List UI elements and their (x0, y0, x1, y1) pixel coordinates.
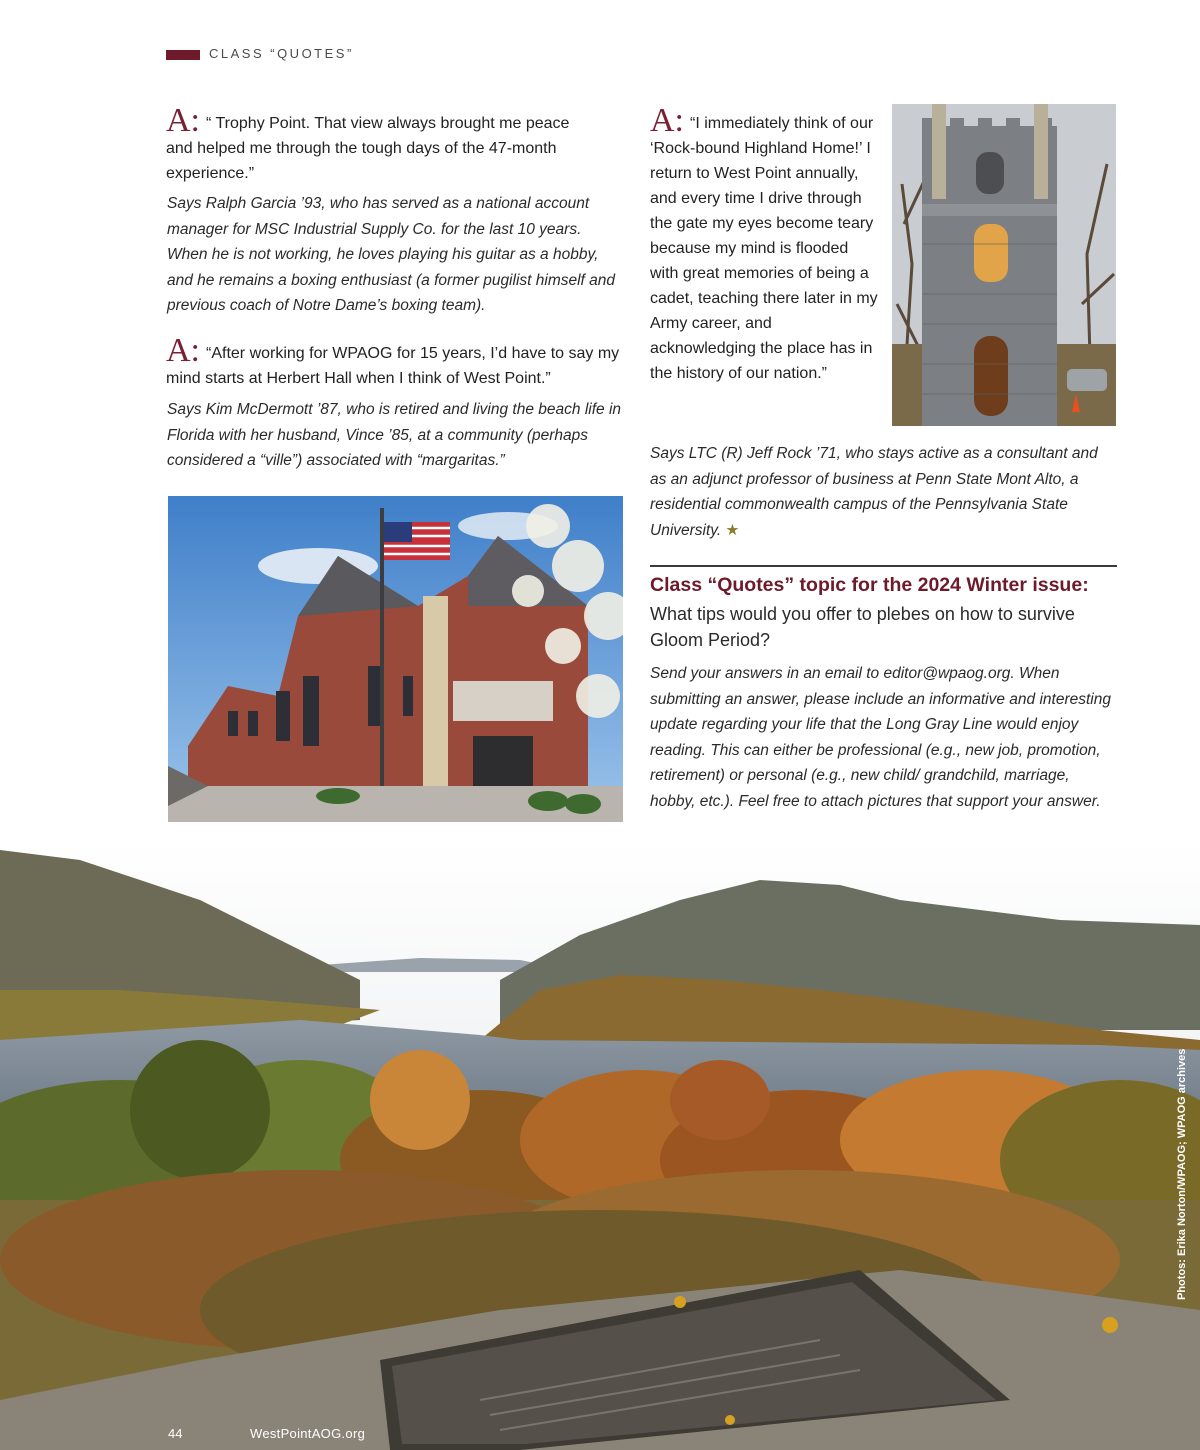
photo-credit: Photos: Erika Norton/WPAOG; WPAOG archives (1176, 1048, 1188, 1300)
quote-2 (166, 332, 621, 391)
quote-3-attribution (650, 441, 1112, 543)
answer-letter: A: (166, 332, 200, 369)
section-color-bar (166, 50, 200, 60)
quote-3-attribution-text: Says LTC (R) Jeff Rock ’71, who stays active as a consultant and as an adjunct professor of business at Penn State Mont Alto, a residential commonwealth campus of the Pennsylvania State University. (650, 445, 1098, 539)
end-star-icon: ★ (725, 521, 740, 539)
quote-2-attribution: Says Kim McDermott ’87, who is retired and living the beach life in Florida with her husband, Vince ’85, at a community (perhaps considered a “ville”) associated with “margaritas.” (167, 401, 622, 469)
quote-1-text: “ Trophy Point. That view always brought me peace and helped me through the tough days of the 47-month experience.” (166, 115, 570, 182)
quote-1-attribution: Says Ralph Garcia ’93, who has served as a national account manager for MSC Industrial Supply Co. for the last 10 years. When he is not working, he loves playing his guitar as a hobby, and he remains a boxing enthusiast (a former pugilist himself and previous coach of Notre Dame’s boxing team). (167, 195, 616, 314)
answer-letter: A: (166, 102, 200, 139)
stone-tower-photo (892, 104, 1116, 426)
answer-letter: A: (650, 102, 684, 139)
herbert-hall-photo (168, 496, 623, 822)
quote-1 (166, 102, 586, 186)
hudson-valley-photo (0, 840, 1200, 1450)
quote-3-text: “I immediately think of our ‘Rock-bound Highland Home!’ I return to West Point annually, and every time I drive through the gate my eyes become teary because my mind is flooded with great memories of being a cadet, teaching there later in my Army career, and acknowledging the place has in the history of our nation.” (650, 115, 878, 382)
topic-instructions: Send your answers in an email to editor@wpaog.org. When submitting an answer, please include an informative and interesting update regarding your life that the Long Gray Line would enjoy reading. This can either be professional (e.g., new job, promotion, retirement) or personal (e.g., new child/ grandchild, marriage, hobby, etc.). Feel free to attach pictures that support your answer. (650, 665, 1111, 810)
footer-site: WestPointAOG.org (250, 1426, 366, 1441)
topic-title: Class “Quotes” topic for the 2024 Winter issue: (650, 574, 1089, 596)
topic-question: What tips would you offer to plebes on how to survive Gloom Period? (650, 604, 1075, 650)
quote-2-text: “After working for WPAOG for 15 years, I’d have to say my mind starts at Herbert Hall when I think of West Point.” (166, 345, 620, 387)
section-header: CLASS “QUOTES” (209, 46, 354, 61)
topic-top-rule (650, 565, 1117, 567)
quote-3 (650, 102, 880, 386)
page-number: 44 (168, 1426, 183, 1441)
